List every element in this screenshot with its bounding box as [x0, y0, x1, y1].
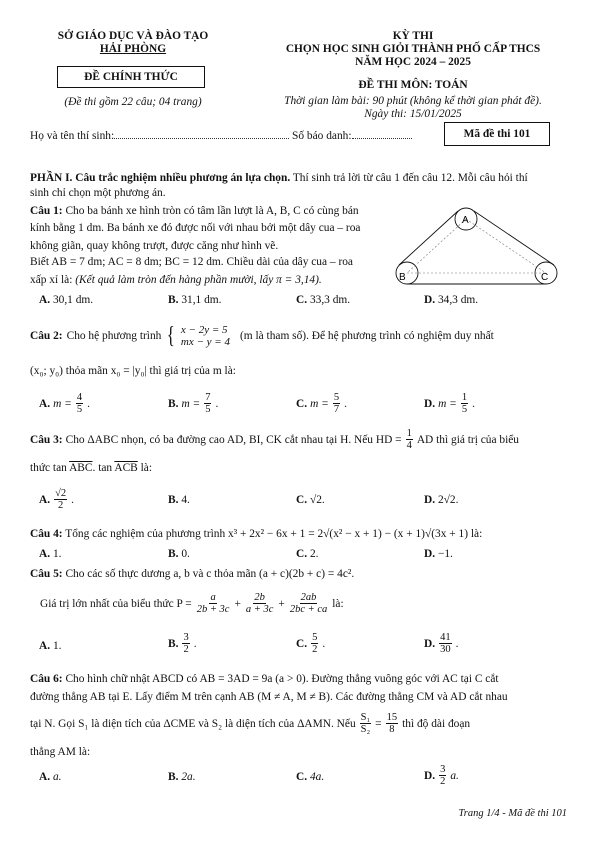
official-box [57, 66, 205, 88]
page-footer: Trang 1/4 - Mã đề thi 101 [458, 808, 567, 819]
q4-text: Tổng các nghiệm của phương trình x³ + 2x² − 6x + 1 = 2√(x² − x + 1) − (x + 1)√(3x + 1) là: [65, 528, 483, 540]
q6-line2: đường thẳng AB tại E. Lấy điểm M trên cạnh AB (M ≠ A, M ≠ B). Các đường thẳng CM và AD cắt nhau [30, 691, 508, 703]
q3-text-1: Cho ΔABC nhọn, có ba đường cao AD, BI, CK cắt nhau tại H. Nếu HD = [65, 433, 402, 446]
q6-line1 [30, 673, 499, 686]
q2-option-b[interactable]: B. m = $\frac{7}{5}$ . [168, 392, 219, 415]
q6-text-1: Cho hình chữ nhật ABCD có AB = 3AD = 9a (a > 0). Đường thẳng vuông góc với AC tại C cắt [65, 673, 499, 685]
time-note: Thời gian làm bài: 90 phút (không kể thời gian phát đề). [284, 95, 542, 107]
q2-option-d[interactable]: D. m = $\frac{1}{5}$ . [424, 392, 475, 415]
part1-instruction: Thí sinh trả lời từ câu 1 đến câu 12. Mỗi câu hỏi thí [290, 172, 528, 184]
q1-option-d[interactable]: D. 34,3 dm. [424, 294, 479, 306]
exam-code-box [444, 122, 550, 146]
q5-option-c[interactable]: C. $\frac{5}{2}$ . [296, 632, 326, 655]
official-label: ĐỀ CHÍNH THỨC [84, 71, 178, 83]
q1-text-1: Cho ba bánh xe hình tròn có tâm lần lượt là A, B, C có cùng bán [65, 205, 359, 217]
equation-system [181, 324, 230, 348]
q6-option-c[interactable]: C. 4a. [296, 771, 325, 783]
q1-line3: không giãn, quay không trượt, được căng như hình vẽ. [30, 240, 279, 252]
exam-subject: ĐỀ THI MÔN: TOÁN [358, 79, 468, 91]
center-line-ab [407, 219, 466, 273]
q2-option-c[interactable]: C. m = $\frac{5}{7}$ . [296, 392, 347, 415]
candidate-number-label: Số báo danh: [292, 130, 352, 142]
q6-option-d[interactable]: D. $\frac{3}{2}$ a. [424, 764, 459, 787]
q5-label: Câu 5: [30, 568, 63, 580]
q3-line2: thức $\tan \overline{ABC}$. $\tan \overline{ACB}$ là: [30, 462, 152, 474]
q4-option-c[interactable]: C. 2. [296, 548, 319, 560]
q1-line1 [30, 205, 359, 218]
exam-date: Ngày thi: 15/01/2025 [364, 108, 462, 120]
q5-line1 [30, 568, 354, 581]
part1-instruction-2: sinh chỉ chọn một phương án. [30, 187, 166, 199]
q1-option-a[interactable]: A. 30,1 dm. [39, 294, 94, 306]
q3-line1: Câu 3: Cho ΔABC nhọn, có ba đường cao AD, BI, CK cắt nhau tại H. Nếu HD = $\frac{1}{4}$ AD thì giá trị của biểu [30, 428, 519, 451]
q3-option-b[interactable]: B. 4. [168, 494, 190, 506]
q2-eq2: mx − y = 4 [180, 336, 230, 348]
q3-option-a[interactable]: A. $\frac{√2}{2}$ . [39, 488, 74, 511]
candidate-name-field[interactable] [114, 138, 289, 139]
exam-line-1: KỲ THI [392, 30, 434, 42]
q2-label: Câu 2: [30, 330, 63, 342]
candidate-name-label: Họ và tên thí sinh: [30, 130, 115, 142]
belt-wheels-figure [395, 205, 560, 290]
q6-option-a[interactable]: A. a. [39, 771, 62, 783]
angle-abc: $\overline{ABC}$ [69, 462, 93, 474]
q5-option-d[interactable]: D. $\frac{41}{30}$ . [424, 632, 459, 655]
q5-text-1: Cho các số thực dương a, b và c thỏa mãn (a + c)(2b + c) = 4c². [65, 568, 355, 580]
belt-ac [474, 211, 554, 265]
part1-title: PHẦN I. Câu trắc nghiệm nhiều phương án lựa chọn. [30, 172, 291, 184]
q2-option-a[interactable]: A. m = $\frac{4}{5}$ . [39, 392, 90, 415]
label-b: B [399, 272, 406, 283]
label-c: C [541, 272, 549, 283]
candidate-number-field[interactable] [352, 138, 412, 139]
q5-option-b[interactable]: B. $\frac{3}{2}$ . [168, 632, 197, 655]
q6-line3: tại N. Gọi S₁ là diện tích của ΔCME và S₂ là diện tích của ΔAMN. Nếu $\frac{\text{S₁}}{\text{S₂}}$ = $\frac{15}{8}$ thì độ dài đoạn [30, 712, 471, 735]
q6-line4: thẳng AM là: [30, 746, 91, 758]
q5-option-a[interactable]: A. 1. [39, 640, 62, 652]
q2-line1 [30, 319, 494, 353]
q6-option-b[interactable]: B. 2a. [168, 771, 196, 783]
q5-text-2: Giá trị lớn nhất của biểu thức P = [40, 597, 192, 610]
q2-text-2: (m là tham số). Để hệ phương trình có nghiệm duy nhất [239, 330, 494, 342]
q3-option-d[interactable]: D. 2√2. [424, 494, 459, 506]
q1-line2: kính bằng 1 dm. Ba bánh xe đó được nối với nhau bởi một dây cua – roa [30, 222, 361, 234]
part1-heading [30, 172, 528, 185]
exam-code: Mã đề thi 101 [463, 128, 531, 140]
system-brace: { [167, 323, 176, 349]
belt-ab [399, 211, 458, 265]
center-line-ac [466, 219, 546, 273]
q6-text-3: tại N. Gọi S₁ là diện tích của ΔCME và S₂ là diện tích của ΔAMN. Nếu [30, 717, 356, 730]
q6-label: Câu 6: [30, 673, 63, 685]
q1-rounding-note: (Kết quả làm tròn đến hàng phần mười, lấy π = 3,14). [75, 274, 322, 286]
q4-label: Câu 4: [30, 528, 63, 540]
q4-line1 [30, 528, 482, 541]
q2-text-1: Cho hệ phương trình [66, 330, 162, 342]
q5-line2: Giá trị lớn nhất của biểu thức P = $\frac{a}{2b + 3c}$ + $\frac{2b}{a + 3c}$ + $\frac{2ab}{2bc + ca}$ là: [40, 592, 344, 615]
q1-option-c[interactable]: C. 33,3 dm. [296, 294, 351, 306]
q3-label: Câu 3: [30, 433, 63, 446]
q4-option-b[interactable]: B. 0. [168, 548, 190, 560]
exam-line-2: CHỌN HỌC SINH GIỎI THÀNH PHỐ CẤP THCS [285, 43, 541, 55]
exam-year: NĂM HỌC 2024 – 2025 [355, 56, 471, 68]
q2-eq1: x − 2y = 5 [180, 324, 228, 336]
q2-line2: (x₀; y₀) thỏa mãn x₀ = |y₀| thì giá trị của m là: [30, 365, 236, 377]
city-name: HẢI PHÒNG [99, 43, 167, 55]
q1-line5 [30, 274, 322, 287]
q3-text-2: AD thì giá trị của biểu [416, 433, 519, 446]
angle-acb: $\overline{ACB}$ [114, 462, 138, 474]
candidate-info-line [30, 130, 412, 143]
label-a: A [462, 215, 469, 226]
page-count-note: (Đề thi gồm 22 câu; 04 trang) [64, 96, 202, 108]
department-name: SỞ GIÁO DỤC VÀ ĐÀO TẠO [57, 30, 209, 42]
q1-label: Câu 1: [30, 205, 63, 217]
q1-line4: Biết AB = 7 dm; AC = 8 dm; BC = 12 dm. Chiều dài của dây cua – roa [30, 256, 353, 268]
q6-text-3b: thì độ dài đoạn [402, 717, 471, 730]
q1-option-b[interactable]: B. 31,1 dm. [168, 294, 222, 306]
q1-text-5a: xấp xỉ là: [30, 274, 76, 286]
q4-option-d[interactable]: D. −1. [424, 548, 453, 560]
q4-option-a[interactable]: A. 1. [39, 548, 62, 560]
q3-option-c[interactable]: C. √2. [296, 494, 325, 506]
